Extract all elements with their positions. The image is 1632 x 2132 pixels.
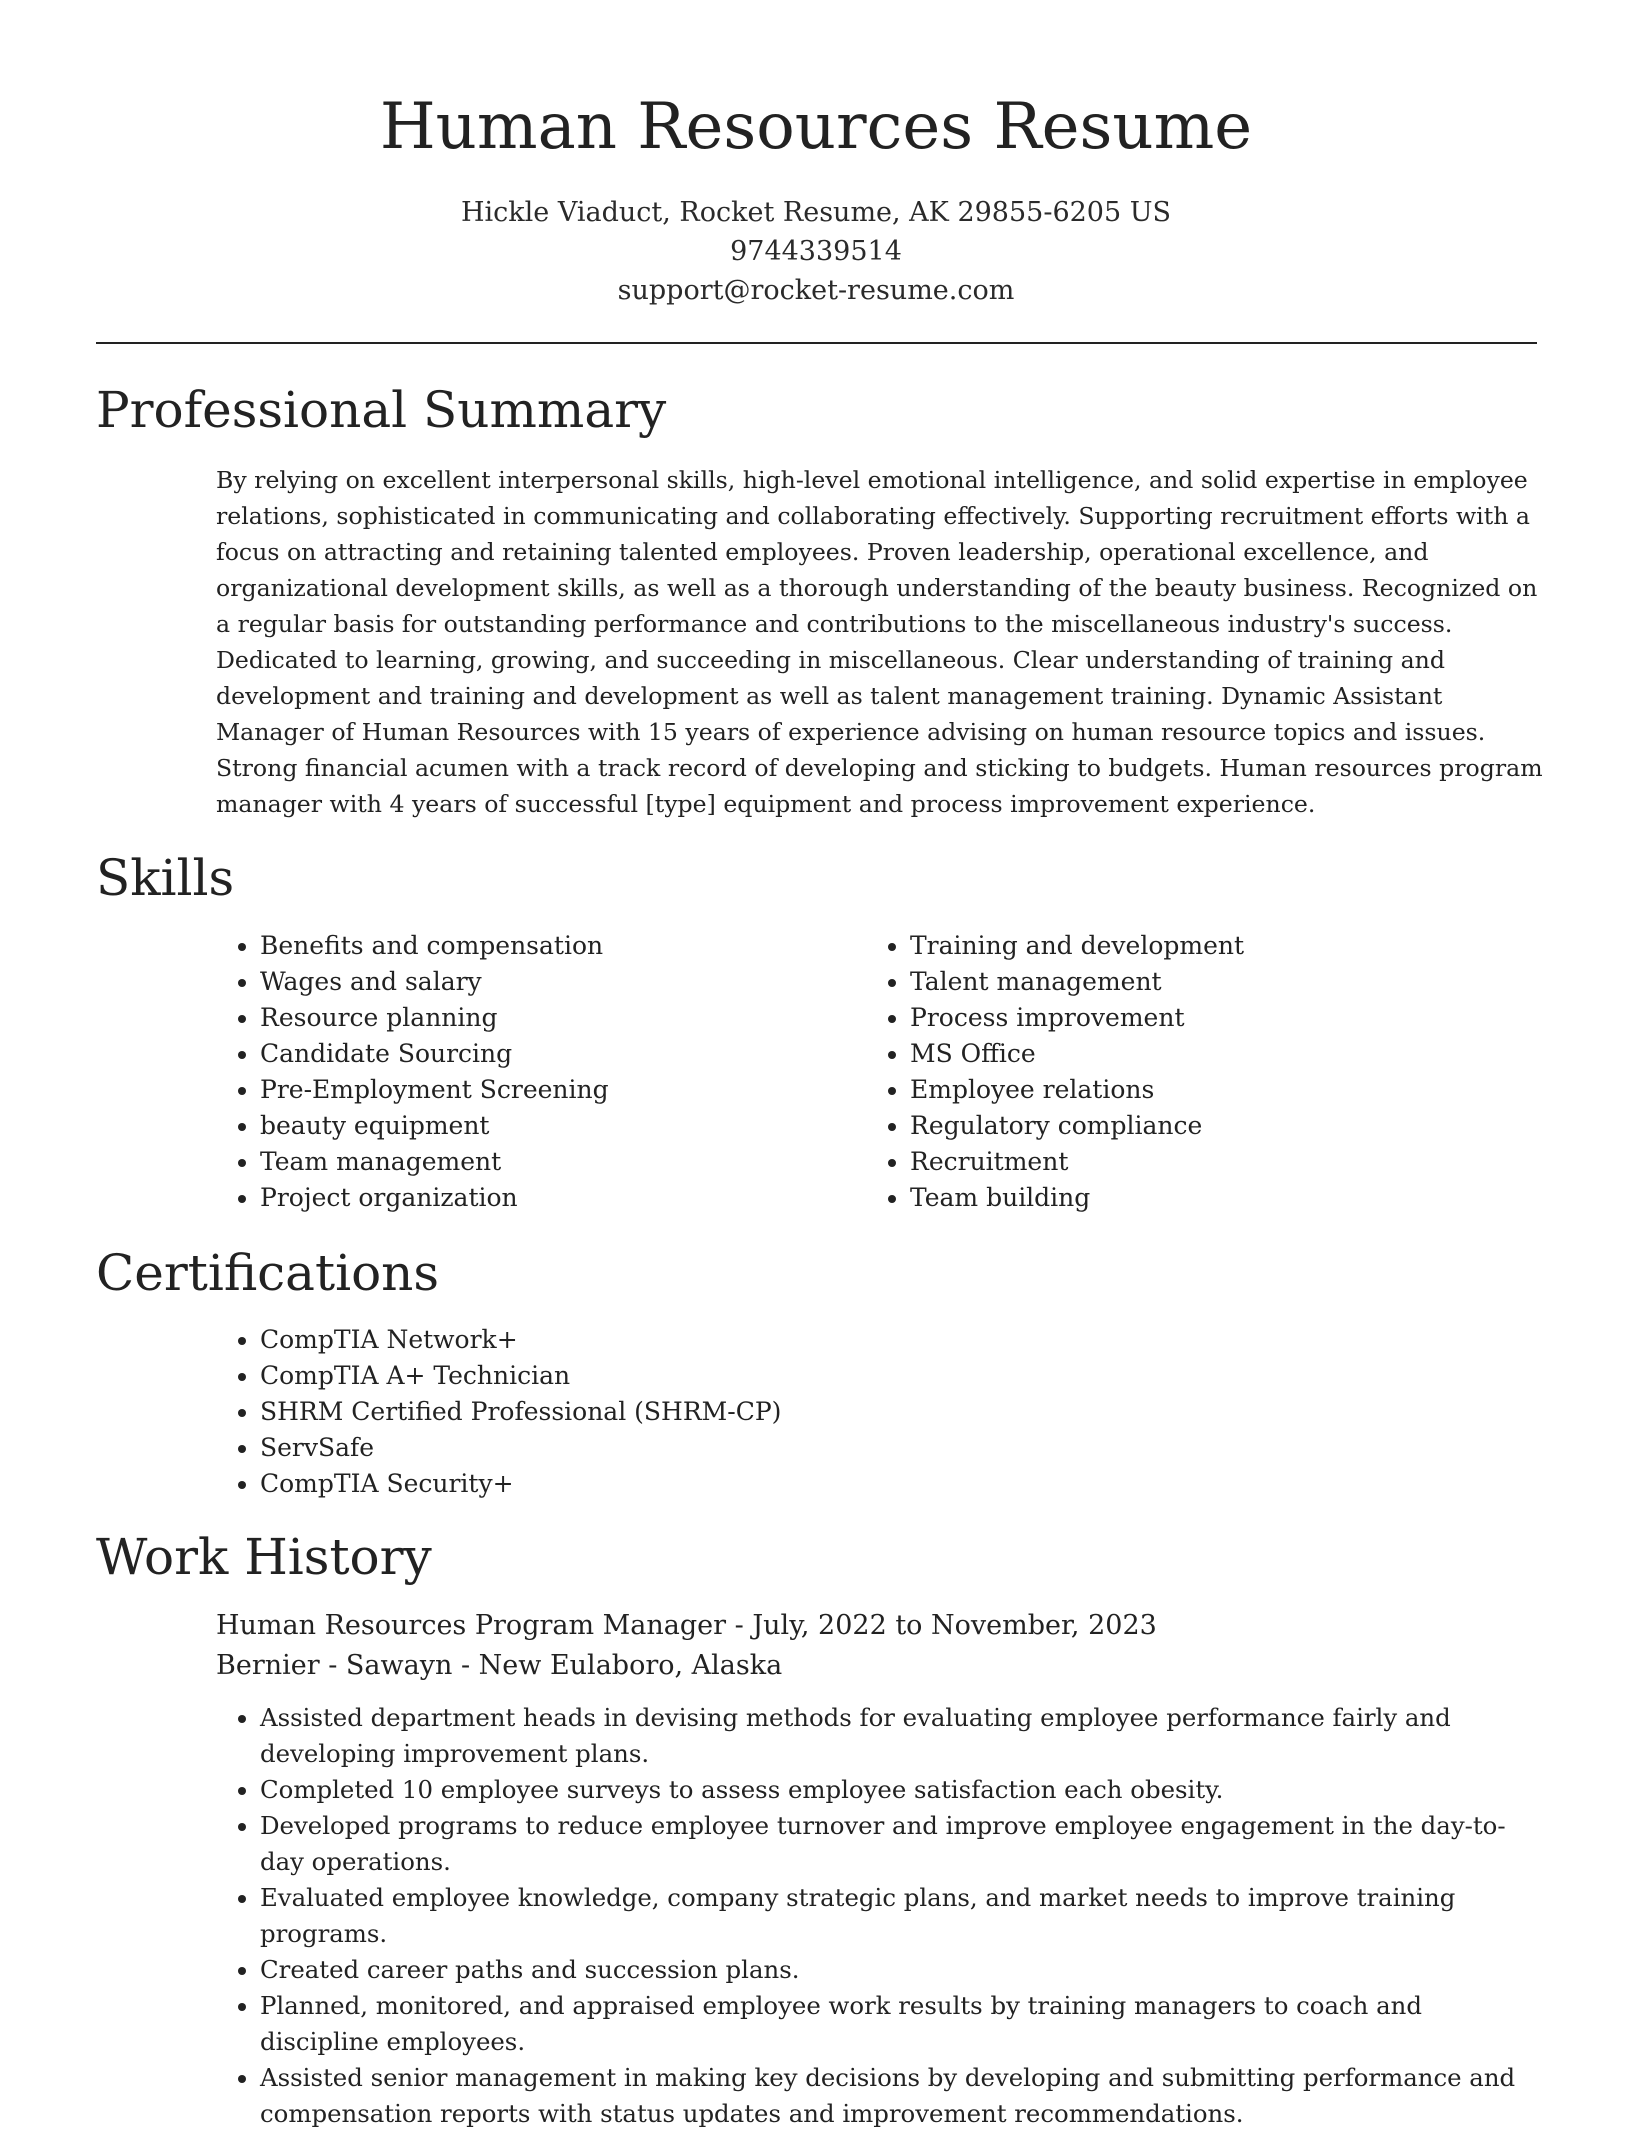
skills-column-left <box>216 928 856 1216</box>
certification-item: • SHRM Certified Professional (SHRM-CP) <box>260 1394 1016 1430</box>
skill-item: • beauty equipment <box>260 1108 856 1144</box>
job-bullet-item: • Assisted senior management in making key decisions by developing and submitting performance and compensation reports with status updates and improvement recommendations. <box>260 2060 1546 2132</box>
job-title-line: Human Resources Program Manager - July, 2022 to November, 2023 <box>216 1610 1157 1641</box>
summary-heading: Professional Summary <box>96 381 667 439</box>
skill-item: • Process improvement <box>910 1000 1506 1036</box>
contact-email: support@rocket-resume.com <box>617 275 1015 306</box>
skill-item: • MS Office <box>910 1036 1506 1072</box>
header-divider <box>96 342 1537 344</box>
job-company-line: Bernier - Sawayn - New Eulaboro, Alaska <box>216 1650 783 1681</box>
job-bullet-item: • Developed programs to reduce employee turnover and improve employee engagement in the day-to-day operations. <box>260 1808 1546 1880</box>
skill-item: • Candidate Sourcing <box>260 1036 856 1072</box>
skill-item: • Wages and salary <box>260 964 856 1000</box>
certifications-list <box>216 1322 1016 1502</box>
job-bullet-item: • Planned, monitored, and appraised employee work results by training managers to coach and discipline employees. <box>260 1988 1546 2060</box>
certifications-heading: Certifications <box>96 1244 440 1302</box>
skill-item: • Pre-Employment Screening <box>260 1072 856 1108</box>
certification-item: • CompTIA A+ Technician <box>260 1358 1016 1394</box>
skills-heading: Skills <box>96 849 235 907</box>
skill-item: • Benefits and compensation <box>260 928 856 964</box>
contact-address: Hickle Viaduct, Rocket Resume, AK 29855-6205 US <box>460 197 1171 228</box>
contact-info <box>0 193 1632 310</box>
job-bullets <box>216 1700 1546 2132</box>
skill-item: • Recruitment <box>910 1144 1506 1180</box>
certification-item: • CompTIA Network+ <box>260 1322 1016 1358</box>
skill-item: • Employee relations <box>910 1072 1506 1108</box>
skill-item: • Training and development <box>910 928 1506 964</box>
certification-item: • ServSafe <box>260 1430 1016 1466</box>
summary-text: By relying on excellent interpersonal skills, high-level emotional intelligence, and solid expertise in employee relations, sophisticated in communicating and collaborating effectively. Supporting recruitment efforts with a focus on attracting and retaining talented employees. Proven leadership, operational excellence, and organizational development skills, as well as a thorough understanding of the beauty business. Recognized on a regular basis for outstanding performance and contributions to the miscellaneous industry's success. Dedicated to learning, growing, and succeeding in miscellaneous. Clear understanding of training and development and training and development as well as talent management training. Dynamic Assistant Manager of Human Resources with 15 years of experience advising on human resource topics and issues. Strong financial acumen with a track record of developing and sticking to budgets. Human resources program manager with 4 years of successful [type] equipment and process improvement experience. <box>216 466 1543 818</box>
skill-item: • Team building <box>910 1180 1506 1216</box>
certification-item: • CompTIA Security+ <box>260 1466 1016 1502</box>
skills-column-right <box>866 928 1506 1216</box>
skill-item: • Team management <box>260 1144 856 1180</box>
resume-title: Human Resources Resume <box>379 90 1253 164</box>
skill-item: • Talent management <box>910 964 1506 1000</box>
work-history-heading: Work History <box>96 1528 432 1586</box>
skill-item: • Resource planning <box>260 1000 856 1036</box>
job-bullet-item: • Created career paths and succession plans. <box>260 1952 1546 1988</box>
job-bullet-item: • Assisted department heads in devising methods for evaluating employee performance fairly and developing improvement plans. <box>260 1700 1546 1772</box>
contact-phone: 9744339514 <box>730 236 902 267</box>
job-bullet-item: • Completed 10 employee surveys to assess employee satisfaction each obesity. <box>260 1772 1546 1808</box>
skill-item: • Project organization <box>260 1180 856 1216</box>
job-bullet-item: • Evaluated employee knowledge, company strategic plans, and market needs to improve training programs. <box>260 1880 1546 1952</box>
skill-item: • Regulatory compliance <box>910 1108 1506 1144</box>
